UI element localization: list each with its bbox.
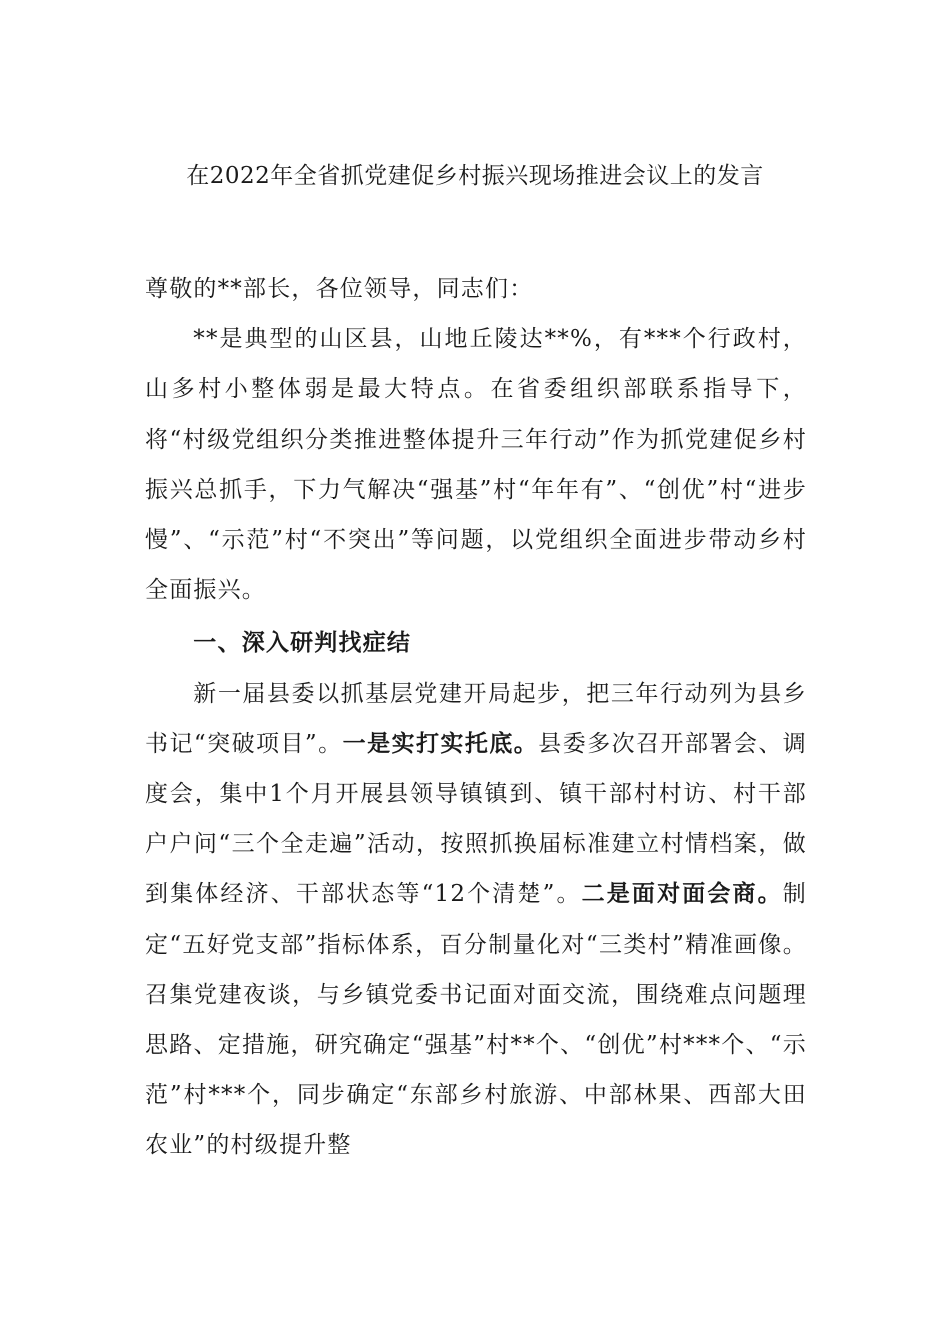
section-heading: 一、深入研判找症结 [193, 629, 412, 657]
salutation: 尊敬的**部长，各位领导，同志们： [145, 276, 534, 302]
paragraph-text: 县委多次召开部署会、调度会，集中1个月开展县领导镇镇到、镇干部村村访、村干部户户问“三个全走遍”活动，按照抓换届标准建立村情档案，做到集体经济、干部状态等“12个清楚”。 [145, 730, 807, 908]
intro-paragraph: **是典型的山区县，山地丘陵达**%，有***个行政村，山多村小整体弱是最大特点。在省委组织部联系指导下，将“村级党组织分类推进整体提升三年行动”作为抓党建促乡村振兴总抓手，下力气解决“强基”村“年年有”、“创优”村“进步慢”、“示范”村“不突出”等问题，以党组织全面进步带动乡村全面振兴。 [145, 326, 807, 604]
bold-lead: 一是实打实托底。 [342, 729, 539, 757]
section-paragraph [145, 669, 807, 1171]
document-body [145, 264, 807, 1171]
document-title: 在2022年全省抓党建促乡村振兴现场推进会议上的发言 [186, 163, 764, 189]
bold-lead: 二是面对面会商。 [581, 880, 783, 908]
paragraph-text: 新一届县委以抓基层党建开局起步，把三年行动列为县乡书记“突破项目”。 [145, 680, 807, 757]
paragraph-text: 制定“五好党支部”指标体系，百分制量化对“三类村”精准画像。召集党建夜谈，与乡镇党委书记面对面交流，围绕难点问题理思路、定措施，研究确定“强基”村**个、“创优”村***个、“示范”村***个，同步确定“东部乡村旅游、中部林果、西部大田农业”的村级提升整 [145, 881, 807, 1159]
